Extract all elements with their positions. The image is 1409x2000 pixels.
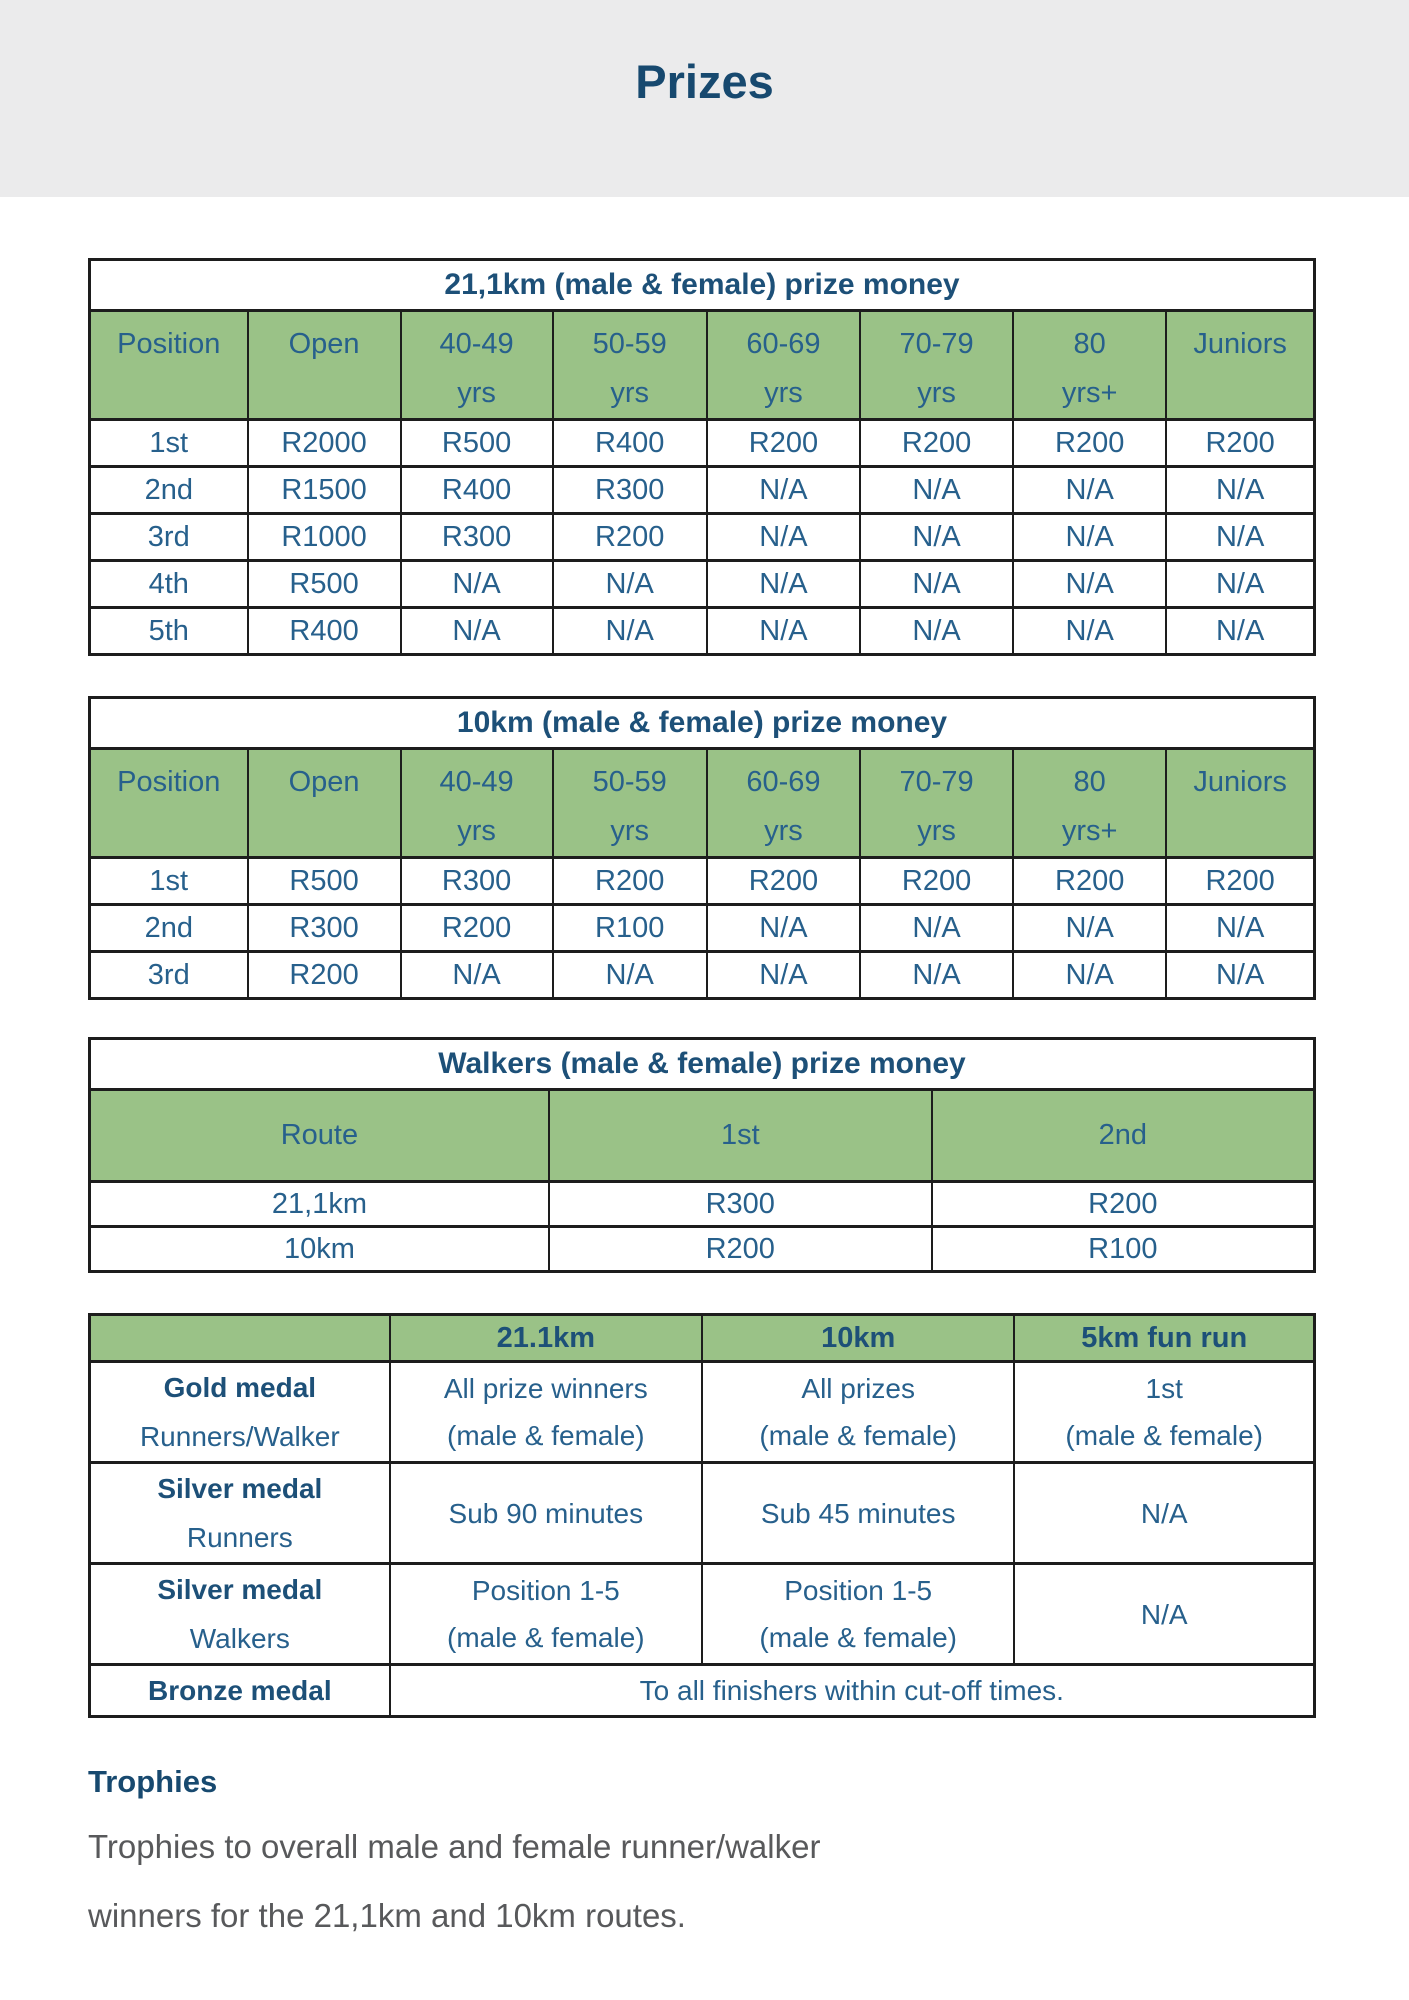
trophies-heading: Trophies (88, 1764, 218, 1799)
route-cell: 21,1km (90, 1182, 549, 1227)
prize-cell: R200 (1013, 420, 1166, 467)
column-header-70-79 (860, 311, 1013, 420)
criteria-line: 1st (1145, 1373, 1183, 1404)
criteria-line: N/A (1140, 1497, 1188, 1529)
header-line: Juniors (1193, 766, 1287, 798)
header-line: Position (117, 328, 221, 360)
prize-table-10km (88, 696, 1316, 1000)
table-row (90, 858, 1315, 905)
table-title-21km: 21,1km (male & female) prize money (90, 260, 1315, 311)
prize-cell: N/A (1166, 608, 1314, 655)
medal-name: Silver medal (157, 1574, 323, 1605)
column-header-10km: 10km (702, 1315, 1014, 1362)
medal-table (88, 1313, 1316, 1718)
medal-criteria-cell (702, 1564, 1014, 1665)
column-header-juniors (1166, 311, 1314, 420)
column-header-60-69 (707, 311, 860, 420)
position-cell: 2nd (90, 467, 248, 514)
header-line: 40-49 (439, 328, 514, 360)
prize-cell: N/A (860, 467, 1013, 514)
table-row (90, 561, 1315, 608)
medal-row-bronze (90, 1665, 1315, 1717)
prize-cell: R200 (860, 420, 1013, 467)
position-cell: 4th (90, 561, 248, 608)
medal-category: Runners/Walker (139, 1421, 340, 1452)
trophies-text (88, 1812, 1316, 1950)
prize-cell: R100 (932, 1227, 1315, 1272)
header-line: 70-79 (899, 766, 974, 798)
criteria-line: N/A (1140, 1598, 1188, 1630)
header-line: yrs (610, 815, 650, 847)
table-row (90, 467, 1315, 514)
prize-cell: R200 (553, 514, 707, 561)
column-header-21.1km: 21.1km (390, 1315, 702, 1362)
header-line: 80 (1073, 766, 1106, 798)
column-header-juniors (1166, 749, 1314, 858)
prize-cell: N/A (1013, 608, 1166, 655)
column-header-open (248, 311, 401, 420)
column-header-route: Route (90, 1090, 549, 1182)
prize-cell: N/A (401, 608, 553, 655)
table-title-10km: 10km (male & female) prize money (90, 698, 1315, 749)
criteria-line: (male & female) (447, 1622, 645, 1653)
prize-cell: N/A (707, 514, 860, 561)
prize-cell: R200 (1166, 858, 1314, 905)
prize-cell: R100 (553, 905, 707, 952)
prize-table-walkers (88, 1037, 1316, 1273)
medal-row-silver-walkers (90, 1564, 1315, 1665)
prize-cell: N/A (860, 514, 1013, 561)
column-header-row (90, 311, 1315, 420)
page-title: Prizes (635, 55, 774, 108)
prize-cell: R300 (401, 858, 553, 905)
header-line: 40-49 (439, 766, 514, 798)
header-line: Position (117, 766, 221, 798)
prize-cell: N/A (401, 561, 553, 608)
medal-label-cell (90, 1463, 390, 1564)
prize-cell: N/A (1166, 514, 1314, 561)
prize-cell: R300 (248, 905, 401, 952)
prize-cell: N/A (1166, 561, 1314, 608)
column-header-60-69 (707, 749, 860, 858)
header-line: yrs (457, 815, 496, 847)
column-header-70-79 (860, 749, 1013, 858)
prize-cell: R300 (401, 514, 553, 561)
header-line: yrs (457, 377, 496, 409)
prize-cell: R500 (248, 858, 401, 905)
medal-label-cell (90, 1362, 390, 1463)
position-cell: 1st (90, 858, 248, 905)
prize-cell: R1000 (248, 514, 401, 561)
table-title-row (90, 698, 1315, 749)
prize-cell: N/A (1166, 905, 1314, 952)
criteria-line: (male & female) (759, 1622, 957, 1653)
column-header-1st: 1st (549, 1090, 932, 1182)
trophies-text-line1: Trophies to overall male and female runner/walker (88, 1828, 821, 1865)
medal-name: Bronze medal (148, 1675, 332, 1706)
header-line: Open (288, 328, 360, 360)
table-row (90, 1227, 1315, 1272)
prize-cell: R200 (932, 1182, 1315, 1227)
route-cell: 10km (90, 1227, 549, 1272)
medal-row-silver-runners (90, 1463, 1315, 1564)
page-content (88, 258, 1316, 1950)
prize-cell: N/A (860, 952, 1013, 999)
prize-table-21km (88, 258, 1316, 656)
position-cell: 1st (90, 420, 248, 467)
prize-cell: R200 (248, 952, 401, 999)
column-header-50-59 (553, 311, 707, 420)
prize-cell: R500 (401, 420, 553, 467)
table-row (90, 905, 1315, 952)
column-header-row (90, 1090, 1315, 1182)
medal-name: Silver medal (157, 1473, 323, 1504)
prize-cell: N/A (553, 608, 707, 655)
prize-cell: N/A (1013, 905, 1166, 952)
medal-row-gold (90, 1362, 1315, 1463)
prize-cell: R400 (248, 608, 401, 655)
position-cell: 5th (90, 608, 248, 655)
prize-cell: N/A (1013, 467, 1166, 514)
table-title-walkers: Walkers (male & female) prize money (90, 1039, 1315, 1090)
trophies-text-line2: winners for the 21,1km and 10km routes. (88, 1897, 686, 1934)
header-line: 60-69 (746, 766, 821, 798)
medal-criteria-cell (390, 1564, 702, 1665)
column-header-row (90, 749, 1315, 858)
medal-criteria-cell (702, 1362, 1014, 1463)
criteria-line: Sub 90 minutes (448, 1497, 644, 1529)
page-header-banner (0, 0, 1409, 197)
bronze-criteria-cell: To all finishers within cut-off times. (390, 1665, 1315, 1717)
prize-cell: N/A (1166, 467, 1314, 514)
medal-label-cell (90, 1665, 390, 1717)
column-header-open (248, 749, 401, 858)
medal-criteria-cell (1014, 1564, 1314, 1665)
prize-cell: N/A (707, 952, 860, 999)
column-header-5km-fun-run: 5km fun run (1014, 1315, 1314, 1362)
header-line: yrs (917, 815, 956, 847)
header-line: Open (288, 766, 360, 798)
medal-name: Gold medal (163, 1372, 317, 1403)
header-line: 50-59 (592, 766, 667, 798)
medal-category: Walkers (189, 1623, 290, 1654)
prize-cell: N/A (1013, 514, 1166, 561)
prize-cell: R200 (1013, 858, 1166, 905)
column-header-2nd: 2nd (932, 1090, 1315, 1182)
prize-cell: N/A (860, 905, 1013, 952)
column-header-40-49 (401, 749, 553, 858)
prize-cell: N/A (1166, 952, 1314, 999)
prize-cell: R500 (248, 561, 401, 608)
medal-label-cell (90, 1564, 390, 1665)
prize-cell: N/A (860, 608, 1013, 655)
prize-cell: N/A (707, 561, 860, 608)
header-line: yrs (610, 377, 650, 409)
column-header-50-59 (553, 749, 707, 858)
header-line: 80 (1073, 328, 1106, 360)
column-header-40-49 (401, 311, 553, 420)
table-title-row (90, 260, 1315, 311)
prize-cell: N/A (860, 561, 1013, 608)
column-header-80plus (1013, 311, 1166, 420)
medal-criteria-cell (702, 1463, 1014, 1564)
prize-cell: N/A (401, 952, 553, 999)
criteria-line: (male & female) (1065, 1420, 1263, 1451)
prize-cell: N/A (707, 467, 860, 514)
prize-cell: R200 (707, 858, 860, 905)
prize-cell: R2000 (248, 420, 401, 467)
criteria-line: Sub 45 minutes (760, 1497, 956, 1529)
table-row (90, 514, 1315, 561)
prize-cell: R200 (553, 858, 707, 905)
table-row (90, 952, 1315, 999)
prize-cell: N/A (1013, 952, 1166, 999)
position-cell: 3rd (90, 514, 248, 561)
header-line: Juniors (1193, 328, 1287, 360)
position-cell: 3rd (90, 952, 248, 999)
column-header-empty (90, 1315, 390, 1362)
criteria-line: Position 1-5 (471, 1575, 620, 1606)
prize-cell: R200 (707, 420, 860, 467)
table-row (90, 1182, 1315, 1227)
criteria-line: All prize winners (443, 1373, 648, 1404)
medal-category: Runners (186, 1522, 293, 1553)
prize-cell: R200 (1166, 420, 1314, 467)
criteria-line: (male & female) (759, 1420, 957, 1451)
header-line: yrs+ (1061, 377, 1118, 409)
prize-cell: R200 (401, 905, 553, 952)
criteria-line: (male & female) (447, 1420, 645, 1451)
position-cell: 2nd (90, 905, 248, 952)
header-line: yrs (917, 377, 956, 409)
prize-cell: R400 (553, 420, 707, 467)
prize-cell: R300 (553, 467, 707, 514)
criteria-line: Position 1-5 (784, 1575, 933, 1606)
header-line: yrs+ (1061, 815, 1118, 847)
prize-cell: R200 (860, 858, 1013, 905)
prize-cell: N/A (707, 608, 860, 655)
table-row (90, 608, 1315, 655)
prize-cell: R1500 (248, 467, 401, 514)
column-header-position (90, 749, 248, 858)
prize-cell: N/A (553, 952, 707, 999)
column-header-position (90, 311, 248, 420)
prize-cell: R200 (549, 1227, 932, 1272)
column-header-80plus (1013, 749, 1166, 858)
trophies-section (88, 1760, 1316, 1950)
header-line: 50-59 (592, 328, 667, 360)
criteria-line: All prizes (801, 1373, 915, 1404)
header-line: yrs (764, 377, 803, 409)
medal-criteria-cell (390, 1362, 702, 1463)
prize-cell: N/A (1013, 561, 1166, 608)
prize-cell: N/A (707, 905, 860, 952)
medal-criteria-cell (1014, 1362, 1314, 1463)
header-line: 60-69 (746, 328, 821, 360)
medal-criteria-cell (1014, 1463, 1314, 1564)
medal-criteria-cell (390, 1463, 702, 1564)
table-row (90, 420, 1315, 467)
column-header-row (90, 1315, 1315, 1362)
prize-cell: R400 (401, 467, 553, 514)
table-title-row (90, 1039, 1315, 1090)
prize-cell: R300 (549, 1182, 932, 1227)
prize-cell: N/A (553, 561, 707, 608)
header-line: 70-79 (899, 328, 974, 360)
header-line: yrs (764, 815, 803, 847)
